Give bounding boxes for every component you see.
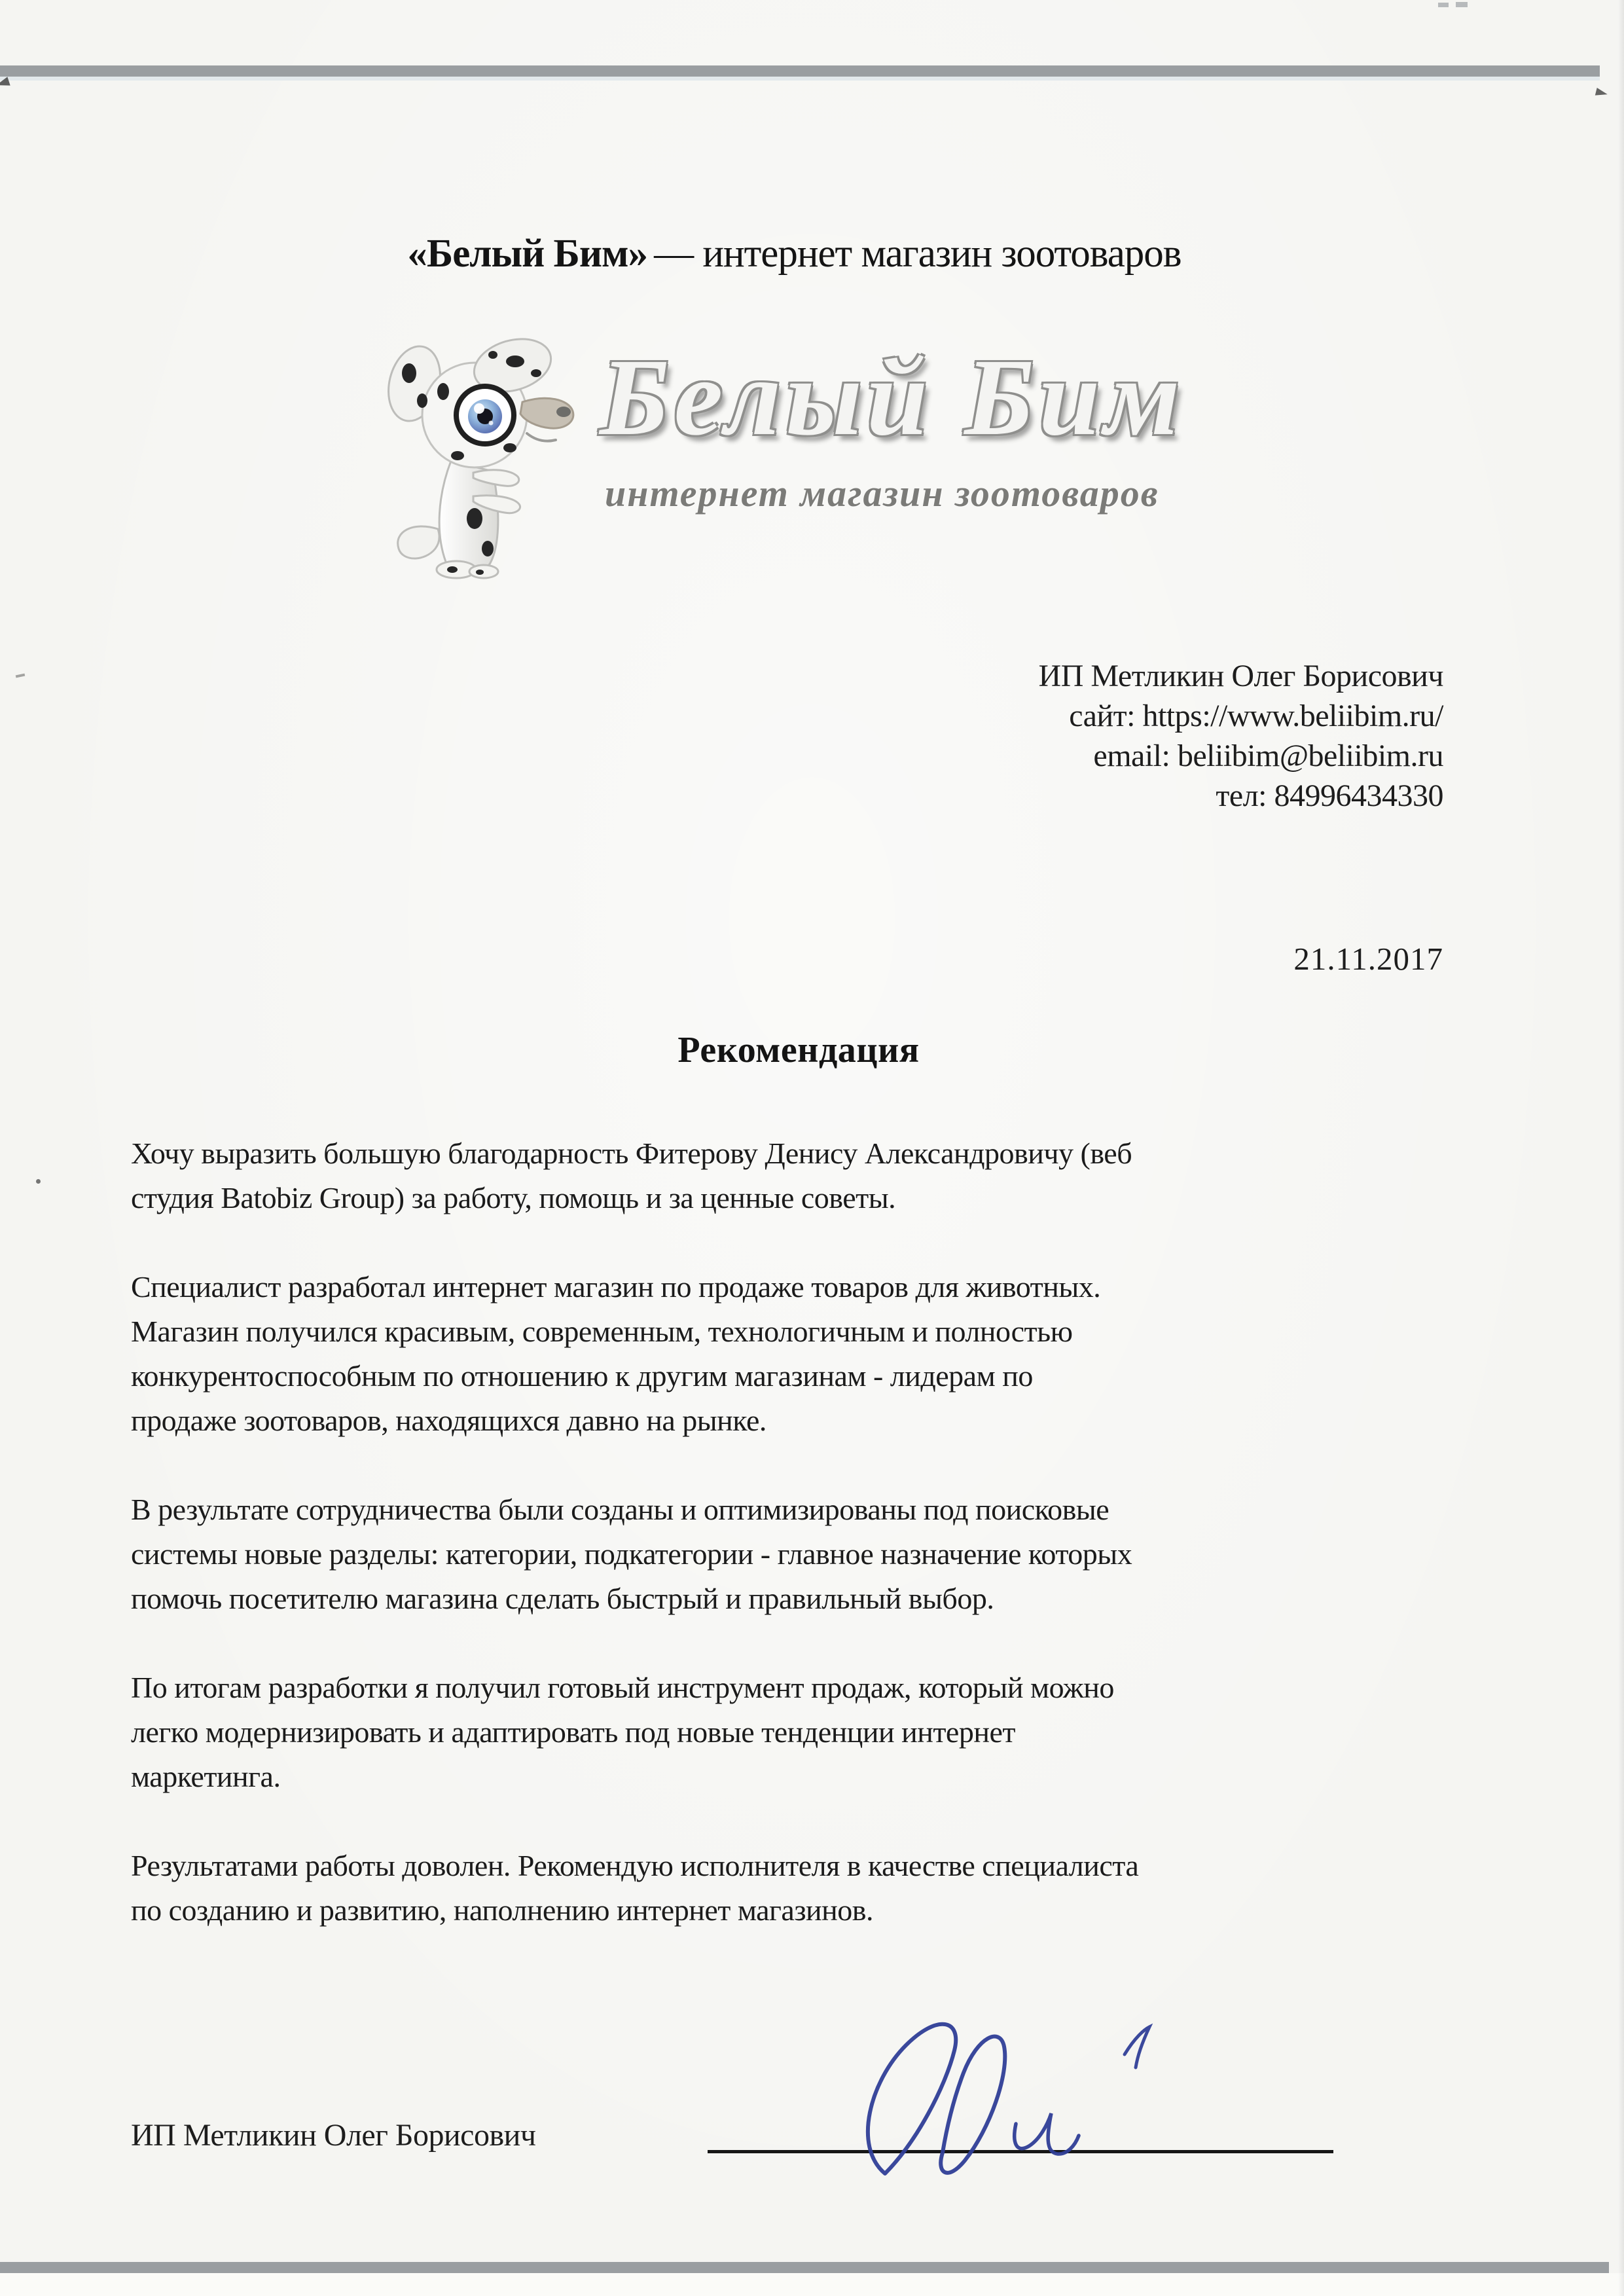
contact-email: email: beliibim@beliibim.ru (1093, 738, 1443, 773)
dalmatian-puppy-illustration (372, 318, 594, 580)
logo-text (600, 335, 1228, 515)
contact-owner: ИП Метликин Олег Борисович (1038, 659, 1443, 693)
body-line: В результате сотрудничества были созданы и оптимизированы под поисковые (131, 1493, 1110, 1526)
scan-bottom-edge (0, 2273, 1624, 2296)
scan-speck (36, 1179, 41, 1184)
body-line: Магазин получился красивым, современным, технологичным и полностью (131, 1315, 1073, 1348)
letter-body (131, 1131, 1499, 1977)
scan-speck (1595, 88, 1608, 98)
contact-phone: тел: 84996434330 (1216, 778, 1443, 813)
scan-speck (16, 674, 26, 678)
page-title-rest: — интернет магазин зоотоваров (654, 231, 1182, 276)
body-line: помочь посетителю магазина сделать быстрый и правильный выбор. (131, 1582, 994, 1615)
paragraph (131, 1666, 1499, 1799)
paragraph (131, 1131, 1499, 1220)
brand-logo (372, 313, 1236, 588)
body-line: Результатами работы доволен. Рекомендую исполнителя в качестве специалиста (131, 1849, 1139, 1882)
paragraph (131, 1487, 1499, 1621)
logo-wordmark: Белый Бим (600, 337, 1185, 458)
body-line: системы новые разделы: категории, подкатегории - главное назначение которых (131, 1537, 1132, 1571)
body-line: Специалист разработал интернет магазин по продаже товаров для животных. (131, 1270, 1101, 1303)
contact-website: сайт: https://www.beliibim.ru/ (1069, 699, 1443, 733)
page-title-brand: «Белый Бим» (407, 231, 648, 276)
body-line: продаже зоотоваров, находящихся давно на рынке. (131, 1404, 767, 1437)
body-line: Хочу выразить большую благодарность Фитерову Денису Александровичу (веб (131, 1137, 1132, 1170)
scan-speck (1438, 3, 1449, 7)
body-line: студия Batobiz Group) за работу, помощь и за ценные советы. (131, 1181, 896, 1214)
body-line: По итогам разработки я получил готовый инструмент продаж, который можно (131, 1671, 1114, 1704)
paragraph (131, 1844, 1499, 1933)
body-line: конкурентоспособным по отношению к другим магазинам - лидерам по (131, 1359, 1033, 1393)
scan-bottom-bar-artifact (0, 2262, 1609, 2273)
body-line: по созданию и развитию, наполнению интернет магазинов. (131, 1893, 873, 1927)
scan-right-edge-shadow (1618, 0, 1624, 2296)
letter-heading: Рекомендация (677, 1030, 920, 1070)
signer-name: ИП Метликин Олег Борисович (131, 2118, 536, 2153)
logo-tagline: интернет магазин зоотоваров (605, 472, 1159, 515)
scan-speck (1456, 2, 1468, 7)
body-line: маркетинга. (131, 1760, 281, 1793)
page-title (0, 231, 1624, 277)
letter-date: 21.11.2017 (1293, 941, 1443, 977)
body-line: легко модернизировать и адаптировать под новые тенденции интернет (131, 1715, 1015, 1749)
scan-top-bar-artifact (0, 65, 1600, 77)
handwritten-signature (844, 1994, 1185, 2217)
contact-block (1039, 656, 1443, 816)
scan-top-bar-shadow (0, 77, 1600, 81)
paragraph (131, 1265, 1499, 1443)
